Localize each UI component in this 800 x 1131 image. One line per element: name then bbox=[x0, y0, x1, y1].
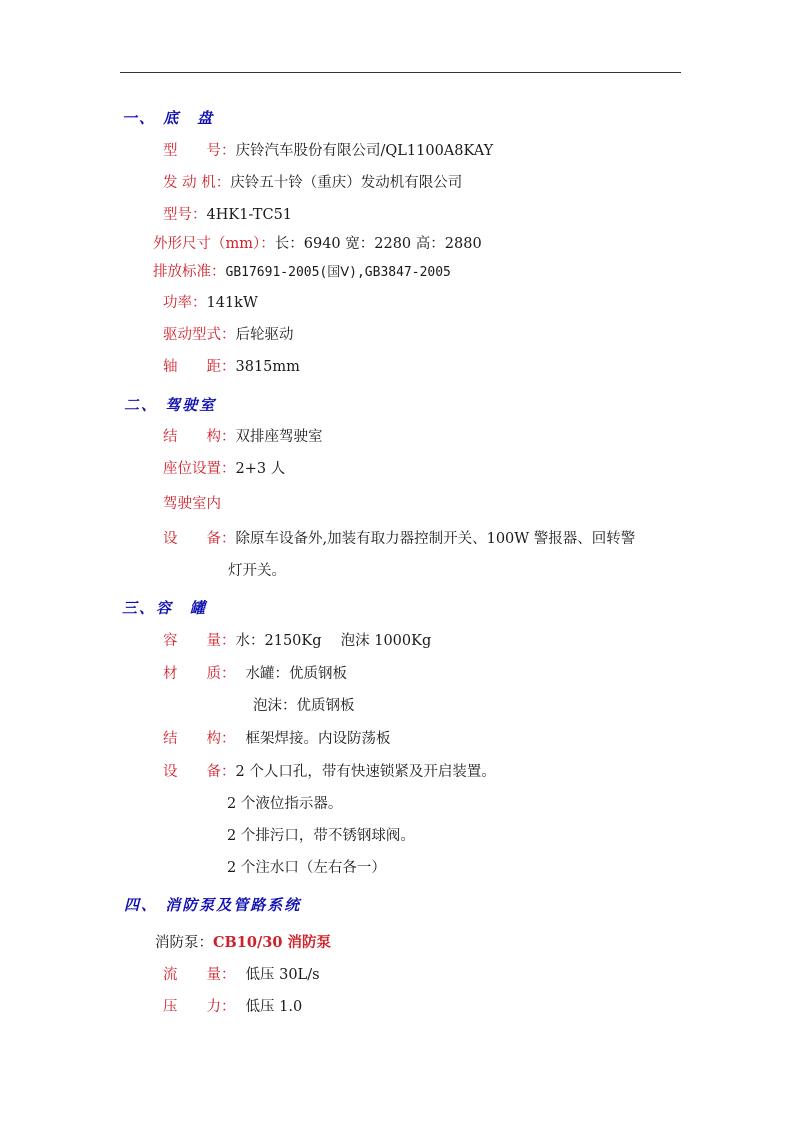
field-model bbox=[163, 141, 493, 161]
field-cab-interior bbox=[163, 494, 221, 514]
field-label: 轴 距： bbox=[163, 359, 236, 375]
field-value: 水：2150Kg 泡沫 1000Kg bbox=[235, 633, 432, 649]
field-emission bbox=[153, 262, 451, 283]
equipment-line: 2 个排污口，带不锈钢球阀。 bbox=[227, 828, 415, 844]
field-cab-equipment-continuation: 灯开关。 bbox=[228, 563, 286, 579]
field-label: 容 量： bbox=[163, 633, 236, 649]
section-heading-chassis: 一、 底 盘 bbox=[122, 109, 215, 127]
field-pressure bbox=[163, 997, 302, 1017]
field-seats bbox=[163, 459, 285, 479]
field-value: 2+3 人 bbox=[235, 461, 286, 477]
field-dimensions bbox=[153, 234, 482, 254]
field-label: 型号： bbox=[163, 207, 207, 223]
field-value: 低压 1.0 bbox=[245, 999, 303, 1015]
field-fire-pump bbox=[155, 933, 331, 953]
field-value: 4HK1-TC51 bbox=[206, 207, 293, 223]
field-label: 座位设置： bbox=[163, 461, 236, 477]
field-drive bbox=[163, 325, 294, 345]
field-flow bbox=[163, 965, 320, 985]
field-tank-equipment bbox=[163, 762, 496, 782]
field-label: 流 量： bbox=[163, 967, 236, 983]
field-structure bbox=[163, 427, 323, 447]
field-label: 压 力： bbox=[163, 999, 236, 1015]
field-label: 驱动型式： bbox=[163, 327, 236, 343]
field-value: 庆铃汽车股份有限公司/QL1100A8KAY bbox=[235, 143, 494, 159]
field-value: 141kW bbox=[206, 295, 258, 311]
section-heading-pump-system: 四、 消防泵及管路系统 bbox=[124, 896, 302, 914]
field-engine bbox=[163, 173, 462, 193]
equipment-line: 2 个注水口（左右各一） bbox=[227, 860, 386, 876]
field-label: 驾驶室内 bbox=[163, 496, 221, 512]
field-label: 设 备： bbox=[163, 531, 236, 547]
section-heading-tank: 三、容 罐 bbox=[122, 599, 208, 617]
field-material bbox=[163, 664, 347, 684]
field-value: GB17691-2005(国Ⅴ),GB3847-2005 bbox=[225, 265, 451, 280]
field-value: 2 个人口孔，带有快速锁紧及开启装置。 bbox=[235, 764, 496, 780]
field-label: 结 构： bbox=[163, 429, 236, 445]
field-value: 除原车设备外,加装有取力器控制开关、100W 警报器、回转警 bbox=[235, 531, 636, 547]
field-power bbox=[163, 293, 258, 313]
field-wheelbase bbox=[163, 357, 300, 377]
field-value: 长：6940 宽：2280 高：2880 bbox=[274, 236, 482, 252]
field-label: 发 动 机： bbox=[163, 175, 231, 191]
field-value: 框架焊接。内设防荡板 bbox=[245, 731, 391, 747]
field-value: 双排座驾驶室 bbox=[235, 429, 323, 445]
field-engine-model bbox=[163, 205, 292, 225]
field-material-continuation: 泡沫：优质钢板 bbox=[253, 698, 355, 714]
field-label: 功率： bbox=[163, 295, 207, 311]
equipment-line: 2 个液位指示器。 bbox=[227, 796, 343, 812]
field-capacity bbox=[163, 631, 431, 651]
field-value: 后轮驱动 bbox=[235, 327, 294, 343]
field-value: 3815mm bbox=[235, 359, 300, 375]
header-rule bbox=[120, 72, 681, 73]
field-label: 外形尺寸（mm）： bbox=[153, 236, 275, 252]
field-label: 设 备： bbox=[163, 764, 236, 780]
field-label: 排放标准： bbox=[153, 264, 226, 280]
field-label: 型 号： bbox=[163, 143, 236, 159]
field-label: 结 构： bbox=[163, 731, 236, 747]
field-tank-structure bbox=[163, 729, 391, 749]
section-heading-cab: 二、 驾驶室 bbox=[124, 396, 217, 414]
field-value: 水罐：优质钢板 bbox=[245, 666, 347, 682]
field-value: 低压 30L/s bbox=[245, 967, 320, 983]
field-value: CB10/30 消防泵 bbox=[213, 934, 331, 951]
field-label: 材 质： bbox=[163, 666, 236, 682]
field-value: 庆铃五十铃（重庆）发动机有限公司 bbox=[230, 175, 463, 191]
field-label: 消防泵： bbox=[155, 935, 213, 951]
field-cab-equipment bbox=[163, 529, 635, 549]
